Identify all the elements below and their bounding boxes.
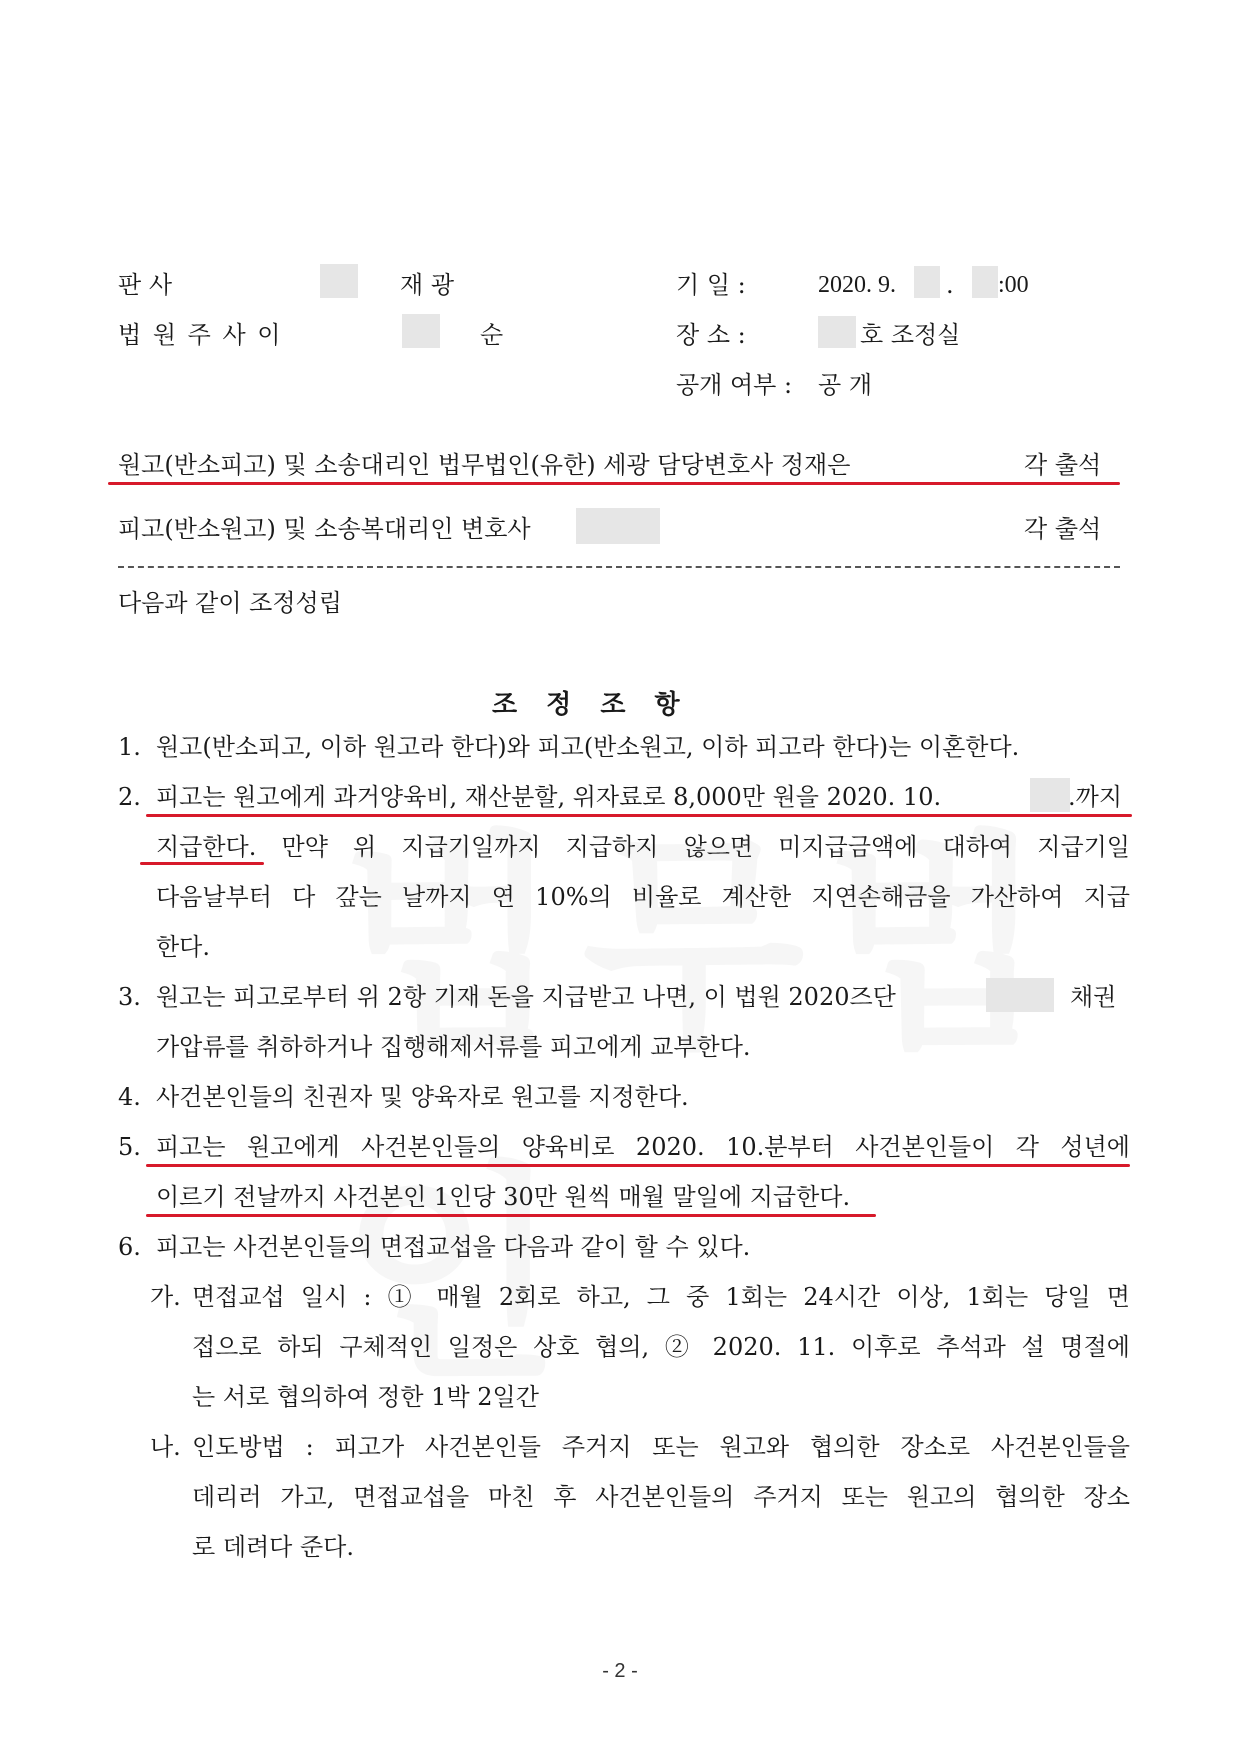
clause-4 [118, 1072, 1130, 1122]
clause-1-number: 1. [118, 733, 141, 761]
clause-3-line-1b: 채권 [1070, 983, 1117, 1011]
red-underline-clause-5-a [146, 1164, 1130, 1167]
clerk-name: 순 [480, 321, 504, 349]
clause-6-na [150, 1422, 1130, 1572]
clause-6-line-1: 피고는 사건본인들의 면접교섭을 다음과 같이 할 수 있다. [156, 1233, 751, 1261]
clause-3-line-2: 가압류를 취하하거나 집행해제서류를 피고에게 교부한다. [156, 1033, 751, 1061]
date-value-a: 2020. 9. [818, 272, 896, 298]
clause-2-line-2: 지급한다. 만약 위 지급기일까지 지급하지 않으면 미지급금액에 대하여 지급기일 [156, 833, 1130, 861]
red-underline-clause-5-b [146, 1214, 876, 1217]
redaction-date-hour [972, 266, 998, 298]
clause-2-number: 2. [118, 783, 141, 811]
redaction-date-day [914, 266, 940, 298]
clause-6 [118, 1222, 1130, 1272]
clause-3-body [118, 1022, 1130, 1072]
red-underline-plaintiff [108, 482, 1120, 485]
clause-2-line-3: 다음날부터 다 갚는 날까지 연 10%의 비율로 계산한 지연손해금을 가산하여 지급 [156, 883, 1130, 911]
clause-2-line-1b: .까지 [1068, 783, 1122, 811]
page-number: - 2 - [602, 1660, 638, 1682]
public-label: 공개 여부 : [676, 371, 793, 399]
clause-1-line-1: 원고(반소피고, 이하 원고라 한다)와 피고(반소원고, 이하 피고라 한다)는 이혼한다. [156, 733, 1020, 761]
intro-text: 다음과 같이 조정성립 [118, 589, 342, 617]
redaction-room-number [818, 316, 856, 348]
clause-4-number: 4. [118, 1083, 141, 1111]
redaction-case-number [986, 978, 1054, 1012]
clause-5 [118, 1122, 1130, 1222]
date-value-b: . [946, 271, 954, 299]
judge-label: 판 사 [118, 271, 172, 299]
clause-1 [118, 722, 1130, 772]
clause-5-number: 5. [118, 1133, 141, 1161]
date-value-c: :00 [998, 272, 1029, 298]
clause-6-ga-number: 가. [150, 1283, 181, 1311]
clause-2-body [118, 822, 1130, 972]
dashed-divider [118, 566, 1120, 568]
clause-6-na-line-1: 인도방법 : 피고가 사건본인들 주거지 또는 원고와 협의한 장소로 사건본인들을 [192, 1433, 1130, 1461]
clause-6-number: 6. [118, 1233, 141, 1261]
clause-6-na-number: 나. [150, 1433, 181, 1461]
place-label: 장 소 : [676, 321, 746, 349]
clause-3-number: 3. [118, 983, 141, 1011]
clause-6-ga [150, 1272, 1130, 1422]
clause-6-ga-line-2: 접으로 하되 구체적인 일정은 상호 협의, ② 2020. 11. 이후로 추석과 설 명절에 [192, 1333, 1130, 1361]
attendance-plaintiff-status: 각 출석 [1024, 451, 1102, 479]
clause-6-na-line-2: 데리러 가고, 면접교섭을 마친 후 사건본인들의 주거지 또는 원고의 협의한 장소 [192, 1483, 1130, 1511]
clause-3-line-1a: 원고는 피고로부터 위 2항 기재 돈을 지급받고 나면, 이 법원 2020즈단 [156, 983, 896, 1011]
attendance-defendant: 피고(반소원고) 및 소송복대리인 변호사 [118, 515, 531, 543]
section-title: 조 정 조 항 [492, 690, 690, 720]
clause-2-line-1a: 피고는 원고에게 과거양육비, 재산분할, 위자료로 8,000만 원을 2020. 10. [156, 783, 942, 811]
red-underline-clause-2-b [140, 862, 264, 865]
clause-6-na-line-3: 로 데려다 준다. [192, 1533, 354, 1561]
clause-5-line-1: 피고는 원고에게 사건본인들의 양육비로 2020. 10.분부터 사건본인들이 각 성년에 [156, 1133, 1130, 1161]
clause-6-ga-line-3: 는 서로 협의하여 정한 1박 2일간 [192, 1383, 539, 1411]
clause-2-line-4: 한다. [156, 933, 210, 961]
redaction-judge-name [320, 264, 358, 298]
clerk-label: 법 원 주 사 이 [118, 321, 283, 349]
red-underline-clause-2-a [146, 814, 1132, 817]
clause-5-line-2: 이르기 전날까지 사건본인 1인당 30만 원씩 매월 말일에 지급한다. [156, 1183, 851, 1211]
public-value: 공 개 [818, 371, 872, 399]
attendance-defendant-status: 각 출석 [1024, 515, 1102, 543]
attendance-plaintiff: 원고(반소피고) 및 소송대리인 법무법인(유한) 세광 담당변호사 정재은 [118, 451, 851, 479]
redaction-payment-day [1030, 778, 1070, 812]
place-value: 호 조정실 [860, 321, 961, 349]
date-label: 기 일 : [676, 271, 746, 299]
redaction-defendant-lawyer [576, 508, 660, 544]
clause-4-line-1: 사건본인들의 친권자 및 양육자로 원고를 지정한다. [156, 1083, 689, 1111]
redaction-clerk-name [402, 314, 440, 348]
judge-name: 재 광 [400, 271, 454, 299]
clause-6-ga-line-1: 면접교섭 일시 : ① 매월 2회로 하고, 그 중 1회는 24시간 이상, 1회는 당일 면 [192, 1283, 1130, 1311]
